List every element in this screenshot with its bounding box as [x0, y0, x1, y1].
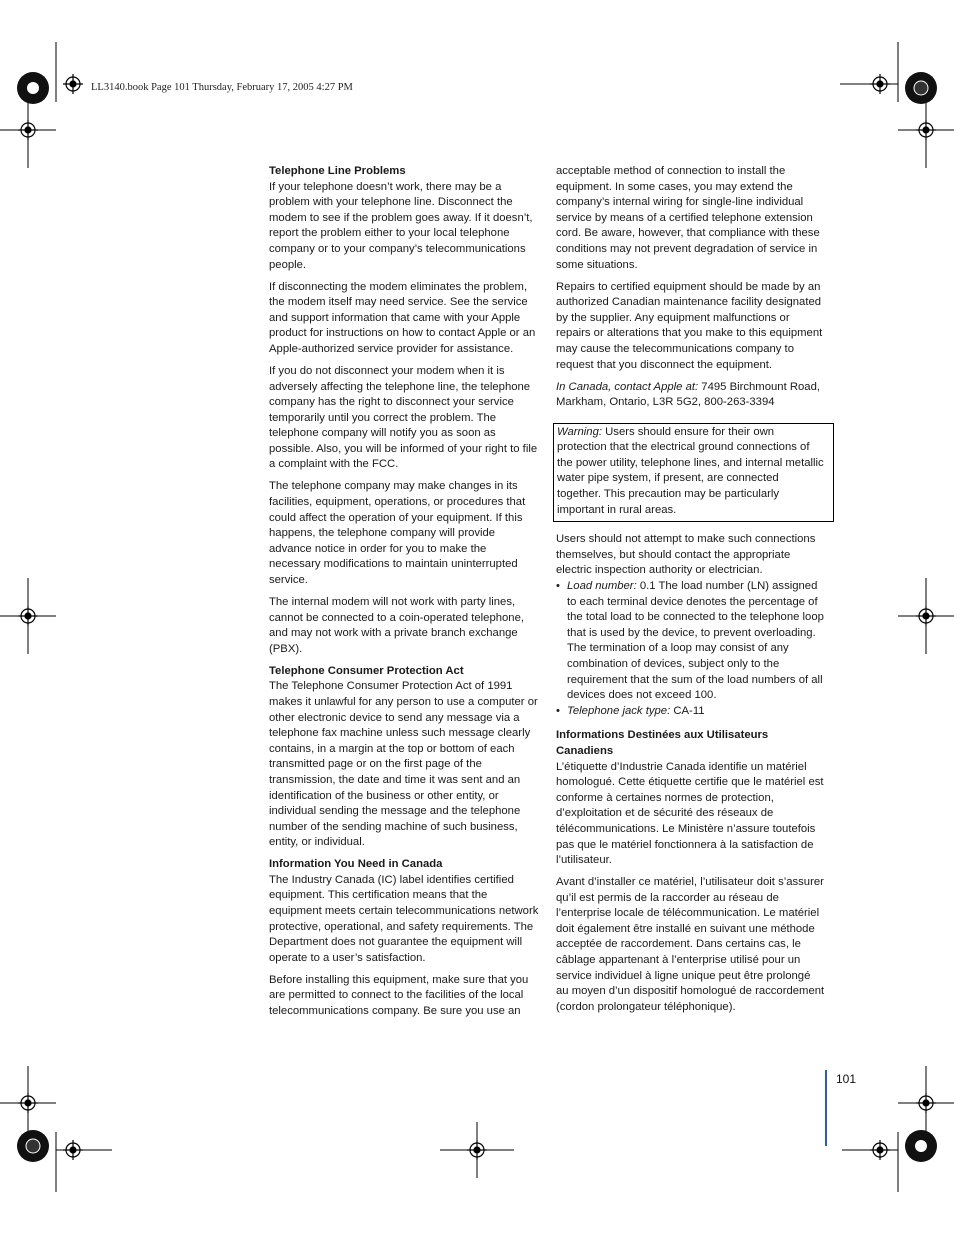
paragraph: Users should not attempt to make such connections themselves, but should contact the appropriate electric inspection authority or electrician. — [556, 533, 816, 577]
page-number-rule — [825, 1070, 827, 1146]
paragraph: The internal modem will not work with party lines, cannot be connected to a coin-operated telephone, and may not work with a private branch exchange (PBX). — [269, 596, 525, 655]
bullet-list — [556, 579, 826, 719]
heading-telephone-line-problems: Telephone Line Problems — [269, 165, 406, 177]
list-item — [556, 579, 826, 704]
paragraph: If you do not disconnect your modem when it is adversely affecting the telephone line, the telephone company has the right to disconnect your service temporarily until you correct the problem. The telephone company will notify you as soon as possible. Also, you will be informed of your right to file a complaint with the FCC. — [269, 364, 538, 471]
left-column — [269, 164, 539, 1026]
paragraph: acceptable method of connection to install the equipment. In some cases, you may extend the company’s internal wiring for single-line individual service by means of a certified telephone extension cord. Be aware, however, that compliance with these conditions may not prevent degradation of service in some situations. — [556, 165, 820, 271]
bullet-label: Telephone jack type: — [567, 704, 671, 717]
heading-information-canada: Information You Need in Canada — [269, 858, 443, 871]
heading-informations-canadiens: Informations Destinées aux Utilisateurs Canadiens — [556, 729, 769, 757]
bullet-text: 0.1 The load number (LN) assigned to each terminal device denotes the percentage of the total load to be connected to the telephone loop that is used by the device, to prevent overloading. The termination of a loop may consist of any combination of devices, subject only to the requirement that the sum of the load numbers of all devices does not exceed 100. — [567, 580, 824, 702]
print-header: LL3140.book Page 101 Thursday, February 17, 2005 4:27 PM — [91, 82, 353, 93]
paragraph: L’étiquette d’Industrie Canada identifie un matériel homologué. Cette étiquette certifie que le matériel est conforme à certaines normes de protection, d’exploitation et de sécurité des réseaux de télécommunications. Le Ministère n’assure toutefois pas que le matériel fonctionnera à la satisfaction de l’utilisateur. — [556, 760, 824, 867]
paragraph: If your telephone doesn’t work, there may be a problem with your telephone line. Disconnect the modem to see if the problem goes away. If it doesn’t, report the problem either to your local telephone company or to your company’s telecommunications people. — [269, 180, 533, 271]
paragraph: Before installing this equipment, make sure that you are permitted to connect to the facilities of the local telecommunications company. Be sure you use an — [269, 973, 529, 1018]
right-column — [556, 164, 826, 1022]
paragraph: If disconnecting the modem eliminates the problem, the modem itself may need service. See the service and support information that came with your Apple product for instructions on how to contact Apple or an Apple-authorized service provider for assistance. — [269, 280, 536, 355]
warning-text: Users should ensure for their own protection that the electrical ground connections of the power utility, telephone lines, and internal metallic water pipe system, if present, are connected together. This precaution may be particularly important in rural areas. — [557, 425, 824, 516]
paragraph: The Telephone Consumer Protection Act of 1991 makes it unlawful for any person to use a computer or other electronic device to send any message via a telephone fax machine unless such message clearly contains, in a margin at the top or bottom of each transmitted page or on the first page of the transmission, the date and time it was sent and an identification of the business or other entity, or individual sending the message and the telephone number of the sending machine of such business, entity, or individual. — [269, 680, 538, 849]
contact-paragraph — [556, 380, 826, 411]
paragraph: Repairs to certified equipment should be made by an authorized Canadian maintenance facility designated by the supplier. Any equipment malfunctions or repairs or alterations that you make to this equipment may cause the telecommunications company to request that you disconnect the equipment. — [556, 280, 823, 371]
contact-text: 7495 Birchmount Road, Markham, Ontario, L3R 5G2, 800-263-3394 — [556, 380, 820, 409]
bullet-label: Load number: — [567, 580, 637, 593]
warning-label: Warning: — [557, 425, 602, 438]
warning-box — [553, 423, 834, 523]
heading-telephone-consumer-protection-act: Telephone Consumer Protection Act — [269, 664, 464, 677]
page-number: 101 — [836, 1072, 857, 1086]
paragraph: The telephone company may make changes in its facilities, equipment, operations, or procedures that could affect the operation of your equipment. If this happens, the telephone company will provide advance notice in order for you to make the necessary modifications to maintain uninterrupted service. — [269, 480, 526, 587]
paragraph: The Industry Canada (IC) label identifies certified equipment. This certification means that the equipment meets certain telecommunications network protective, operational, and safety requirements. The Department does not guarantee the equipment will operate to a user’s satisfaction. — [269, 873, 539, 964]
paragraph: Avant d’installer ce matériel, l’utilisateur doit s’assurer qu’il est permis de la raccorder au réseau de l’enterprise locale de télécommunication. Le matériel doit également être installé en suivant une méthode acceptée de raccordement. Dans certains cas, le câblage appartenant à l’enterprise utilisé pour un service individuel à ligne unique peut être prolongé au moyen d’un dispositif homologué de raccordement (cordon prolongateur téléphonique). — [556, 876, 825, 1013]
list-item — [556, 704, 826, 720]
bullet-text: CA-11 — [673, 704, 705, 717]
contact-label: In Canada, contact Apple at: — [556, 380, 699, 393]
